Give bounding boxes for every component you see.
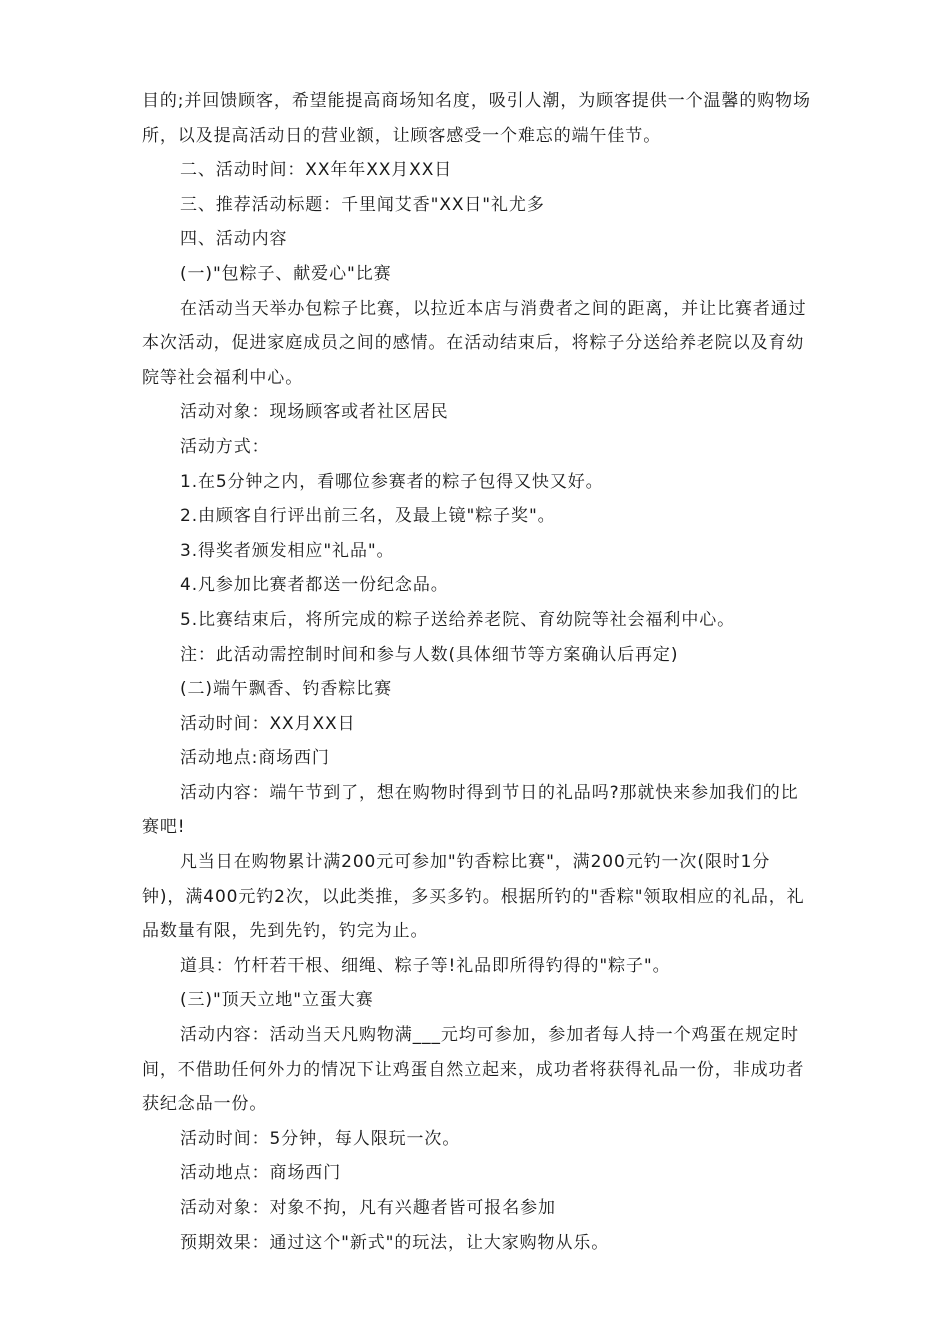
paragraph-egg-time: 活动时间：5分钟，每人限玩一次。 [180, 1128, 461, 1149]
paragraph-fishing-props: 道具：竹杆若干根、细绳、粽子等!礼品即所得钓得的"粽子"。 [180, 955, 671, 976]
paragraph-egg-location: 活动地点：商场西门 [180, 1163, 342, 1184]
section-activity-time: 二、活动时间：XX年年XX月XX日 [180, 160, 453, 181]
subsection-fishing-zongzi-heading: (二)端午飘香、钓香粽比赛 [180, 679, 392, 700]
paragraph-egg-content: 活动内容：活动当天凡购物满___元均可参加，参加者每人持一个鸡蛋在规定时间，不借助任何外力的情况下让鸡蛋自然立起来，成功者将获得礼品一份，非成功者获纪念品一份。 [142, 1025, 805, 1115]
list-item-rule-5: 5.比赛结束后，将所完成的粽子送给养老院、育幼院等社会福利中心。 [180, 609, 736, 630]
paragraph-fishing-content: 活动内容：端午节到了，想在购物时得到节日的礼品吗?那就快来参加我们的比赛吧! [142, 782, 799, 838]
subsection-zongzi-contest-heading: (一)"包粽子、献爱心"比赛 [180, 263, 392, 284]
paragraph-zongzi-contest-description: 在活动当天举办包粽子比赛，以拉近本店与消费者之间的距离，并让比赛者通过本次活动，促进家庭成员之间的感情。在活动结束后，将粽子分送给养老院以及育幼院等社会福利中心。 [142, 298, 807, 388]
list-item-rule-4: 4.凡参加比赛者都送一份纪念品。 [180, 575, 449, 596]
paragraph-fishing-time: 活动时间：XX月XX日 [180, 713, 356, 734]
subsection-egg-standing-heading: (三)"顶天立地"立蛋大赛 [180, 990, 374, 1011]
paragraph-activity-method: 活动方式： [180, 436, 270, 457]
list-item-rule-2: 2.由顾客自行评出前三名，及最上镜"粽子奖"。 [180, 506, 556, 527]
section-activity-content-heading: 四、活动内容 [180, 229, 288, 250]
list-item-rule-1: 1.在5分钟之内，看哪位参赛者的粽子包得又快又好。 [180, 471, 604, 492]
paragraph-fishing-location: 活动地点:商场西门 [180, 748, 330, 769]
document-body [142, 84, 812, 1260]
paragraph-egg-target: 活动对象：对象不拘，凡有兴趣者皆可报名参加 [180, 1198, 556, 1218]
paragraph-fishing-rules: 凡当日在购物累计满200元可参加"钓香粽比赛"，满200元钓一次(限时1分钟)，满400元钓2次，以此类推，多买多钓。根据所钓的"香粽"领取相应的礼品，礼品数量有限，先到先钓，钓完为止。 [142, 852, 805, 942]
list-item-rule-3: 3.得奖者颁发相应"礼品"。 [180, 540, 395, 561]
paragraph-intro-continued: 目的;并回馈顾客，希望能提高商场知名度，吸引人潮，为顾客提供一个温馨的购物场所，以及提高活动日的营业额，让顾客感受一个难忘的端午佳节。 [142, 91, 811, 146]
paragraph-activity-target: 活动对象：现场顾客或者社区居民 [180, 402, 449, 423]
paragraph-expected-effect: 预期效果：通过这个"新式"的玩法，让大家购物从乐。 [180, 1232, 610, 1253]
paragraph-note: 注：此活动需控制时间和参与人数(具体细节等方案确认后再定) [180, 644, 679, 665]
section-activity-title: 三、推荐活动标题：千里闻艾香"XX日"礼尤多 [180, 194, 545, 215]
